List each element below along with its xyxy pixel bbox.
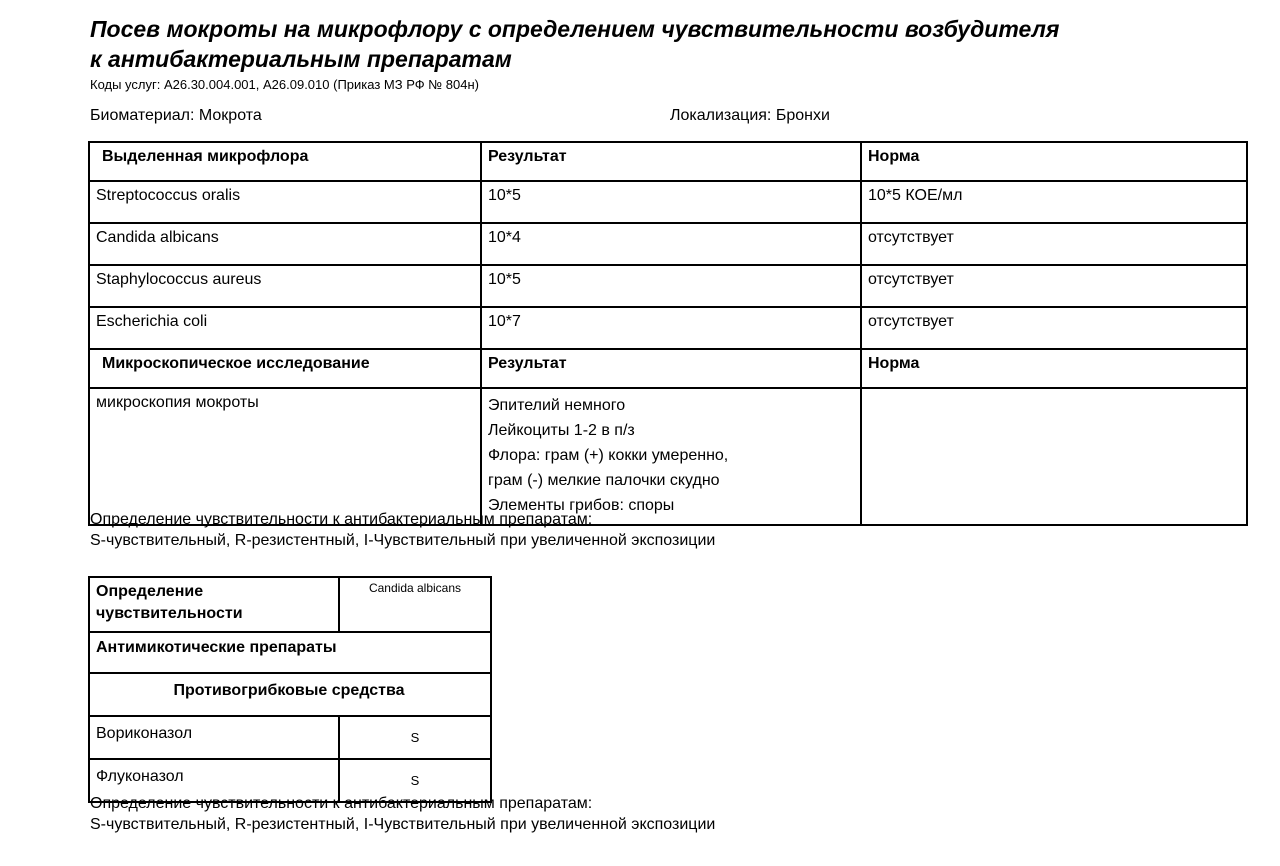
sensitivity-header-row	[89, 577, 491, 632]
table-row	[89, 307, 1247, 349]
drug-sensitivity-value: S	[339, 759, 491, 802]
organism-result: 10*4	[481, 223, 861, 265]
table-row	[89, 223, 1247, 265]
drug-row	[89, 716, 491, 759]
microscopy-norm	[861, 388, 1247, 525]
pathogen-name: Candida albicans	[339, 577, 491, 632]
organism-norm: 10*5 КОЕ/мл	[861, 181, 1247, 223]
sensitivity-note-top	[90, 509, 715, 551]
organism-name: Staphylococcus aureus	[89, 265, 481, 307]
microscopy-result-line: Лейкоциты 1-2 в п/з	[488, 422, 635, 439]
organism-norm: отсутствует	[861, 265, 1247, 307]
drug-subgroup-row	[89, 673, 491, 716]
drug-group-label: Антимикотические препараты	[89, 632, 491, 673]
page-title-line1: Посев мокроты на микрофлору с определением чувствительности возбудителя	[90, 16, 1060, 42]
sensitivity-note-line1: Определение чувствительности к антибактериальным препаратам:	[90, 795, 593, 812]
service-codes: Коды услуг: А26.30.004.001, А26.09.010 (Приказ МЗ РФ № 804н)	[90, 77, 479, 92]
column-header-norm: Норма	[861, 349, 1247, 388]
column-header-norm: Норма	[861, 142, 1247, 181]
microscopy-row	[89, 388, 1247, 525]
sensitivity-note-line2: S-чувствительный, R-резистентный, I-Чувствительный при увеличенной экспозиции	[90, 532, 716, 549]
column-header-result: Результат	[481, 349, 861, 388]
sensitivity-note-line2: S-чувствительный, R-резистентный, I-Чувствительный при увеличенной экспозиции	[90, 816, 716, 833]
sensitivity-note-line1: Определение чувствительности к антибактериальным препаратам:	[90, 511, 593, 528]
organism-result: 10*5	[481, 265, 861, 307]
microscopy-result-line: Эпителий немного	[488, 397, 626, 414]
drug-group-row	[89, 632, 491, 673]
organism-result: 10*5	[481, 181, 861, 223]
microscopy-result	[481, 388, 861, 525]
organism-name: Escherichia coli	[89, 307, 481, 349]
organism-name: Streptococcus oralis	[89, 181, 481, 223]
drug-sensitivity-value: S	[339, 716, 491, 759]
microscopy-result-line: грам (-) мелкие палочки скудно	[488, 472, 720, 489]
drug-name: Флуконазол	[89, 759, 339, 802]
column-header-microflora: Выделенная микрофлора	[89, 142, 481, 181]
page-title-line2: к антибактериальным препаратам	[90, 46, 512, 72]
microflora-header-row	[89, 142, 1247, 181]
drug-name: Вориконазол	[89, 716, 339, 759]
antimycotic-sensitivity-table	[88, 576, 492, 803]
organism-name: Candida albicans	[89, 223, 481, 265]
localization-label: Локализация: Бронхи	[670, 107, 830, 124]
organism-result: 10*7	[481, 307, 861, 349]
column-header-result: Результат	[481, 142, 861, 181]
organism-norm: отсутствует	[861, 307, 1247, 349]
microscopy-result-line: Флора: грам (+) кокки умеренно,	[488, 447, 729, 464]
table-row	[89, 265, 1247, 307]
drug-subgroup-label: Противогрибковые средства	[89, 673, 491, 716]
column-header-microscopy: Микроскопическое исследование	[89, 349, 481, 388]
microscopy-header-row	[89, 349, 1247, 388]
page-title	[90, 14, 1059, 74]
sensitivity-note-bottom	[90, 793, 715, 835]
microscopy-name: микроскопия мокроты	[89, 388, 481, 525]
microscopy-result-line: Элементы грибов: споры	[488, 497, 675, 514]
sensitivity-header-label: Определение чувствительности	[89, 577, 339, 632]
organism-norm: отсутствует	[861, 223, 1247, 265]
biomaterial-label: Биоматериал: Мокрота	[90, 107, 262, 124]
table-row	[89, 181, 1247, 223]
microflora-results-table	[88, 141, 1248, 526]
